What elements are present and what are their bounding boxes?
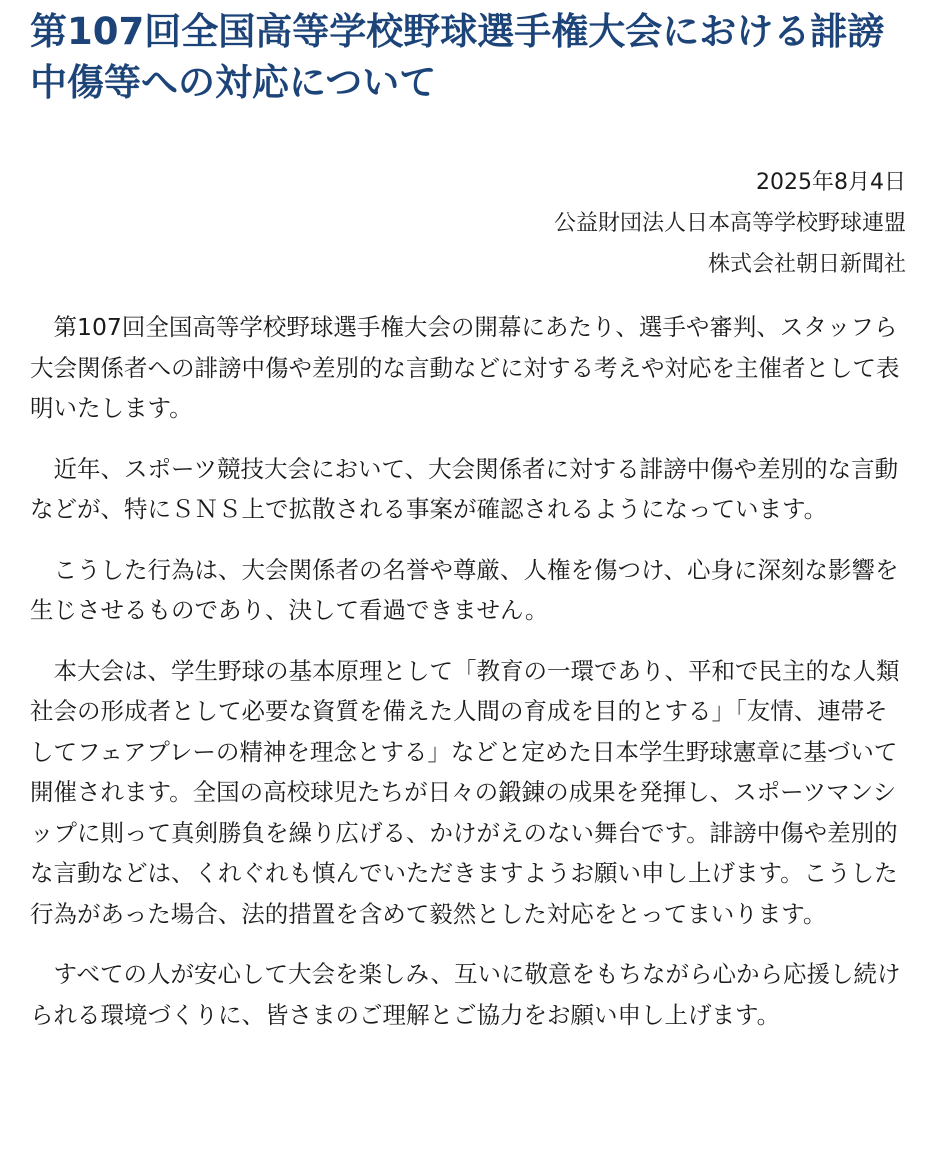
body-paragraph: 本大会は、学生野球の基本原理として「教育の一環であり、平和で民主的な人類社会の形成者として必要な資質を備えた人間の育成を目的とする」「友情、連帯そしてフェアプレーの精神を理念とする」などと定めた日本学生野球憲章に基づいて開催されます。全国の高校球児たちが日々の鍛錬の成果を発揮し、スポーツマンシップに則って真剣勝負を繰り広げる、かけがえのない舞台です。誹謗中傷や差別的な言動などは、くれぐれも慎んでいただきますようお願い申し上げます。こうした行為があった場合、法的措置を含めて毅然とした対応をとってまいります。 <box>30 656 900 928</box>
issuer-name: 公益財団法人日本高等学校野球連盟 <box>553 211 906 236</box>
body-paragraph: 近年、スポーツ競技大会において、大会関係者に対する誹謗中傷や差別的な言動などが、特にＳＮＳ上で拡散される事案が確認されるようになっています。 <box>30 454 899 523</box>
statement-page <box>0 6 928 1171</box>
statement-body <box>30 307 906 1035</box>
issue-date: 2025年8月4日 <box>756 170 906 195</box>
statement-meta <box>30 162 906 285</box>
body-paragraph: すべての人が安心して大会を楽しみ、互いに敬意をもちながら心から応援し続けられる環境づくりに、皆さまのご理解とご協力をお願い申し上げます。 <box>30 960 901 1029</box>
issuer-name: 株式会社朝日新聞社 <box>707 252 906 277</box>
body-paragraph: 第107回全国高等学校野球選手権大会の開幕にあたり、選手や審判、スタッフら大会関係者への誹謗中傷や差別的な言動などに対する考えや対応を主催者として表明いたします。 <box>30 313 900 422</box>
body-paragraph: こうした行為は、大会関係者の名誉や尊厳、人権を傷つけ、心身に深刻な影響を生じさせるものであり、決して看過できません。 <box>30 555 899 624</box>
page-title: 第107回全国高等学校野球選手権大会における誹謗中傷等への対応について <box>30 10 885 104</box>
